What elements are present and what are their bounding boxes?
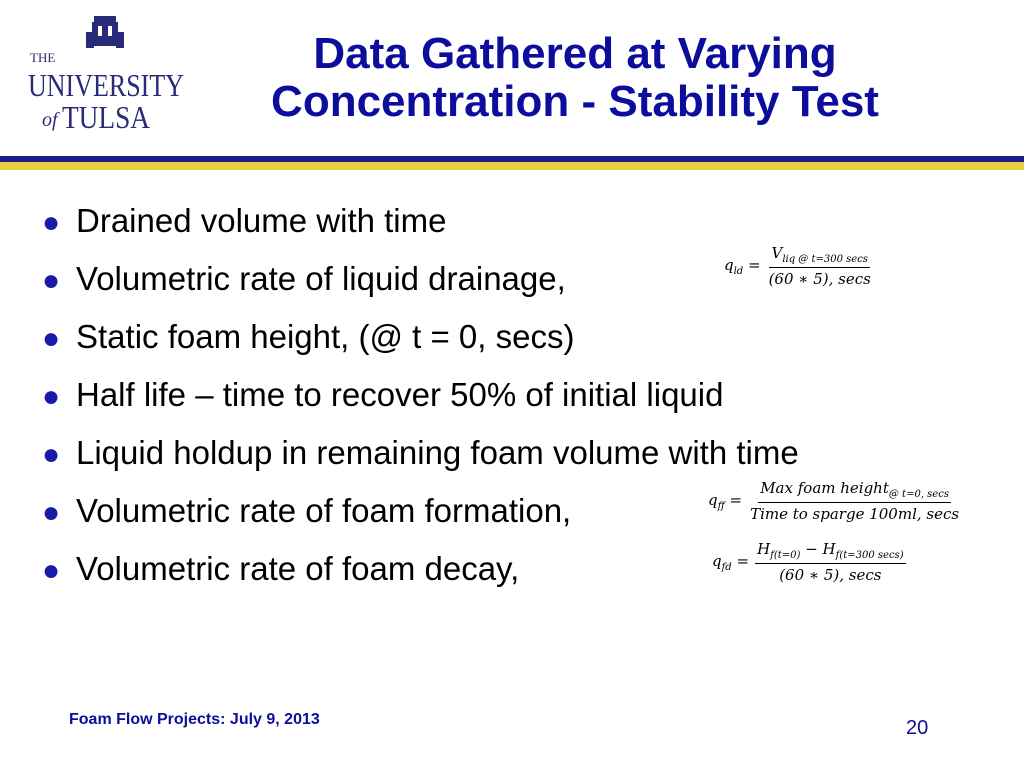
bullet-text: Volumetric rate of foam decay, xyxy=(76,550,520,587)
equals-sign: = xyxy=(748,255,761,274)
equation-numerator xyxy=(769,244,869,268)
title-divider xyxy=(0,156,1024,170)
logo-of: of xyxy=(42,109,58,131)
bullet-dot-icon: ● xyxy=(42,496,61,529)
numerator-term-a-subscript: f(t=0) xyxy=(770,550,801,561)
equation-lhs xyxy=(712,552,749,573)
bullet-item xyxy=(40,425,980,483)
bullet-text: Volumetric rate of foam formation, xyxy=(76,492,572,529)
numerator-subscript: @ t=0, secs xyxy=(888,489,949,500)
equation-fraction xyxy=(767,244,873,288)
bullet-dot-icon: ● xyxy=(42,322,61,355)
divider-gold-band xyxy=(0,162,1024,170)
numerator-term-b-subscript: f(t=300 secs) xyxy=(835,550,904,561)
equation-lhs-symbol: q xyxy=(708,490,718,509)
slide-title-line1: Data Gathered at Varying xyxy=(313,29,837,78)
equation-denominator: (60 ∗ 5), secs xyxy=(768,270,871,288)
equals-sign: = xyxy=(736,551,750,570)
bullet-dot-icon: ● xyxy=(42,438,61,471)
equation-lhs xyxy=(708,491,742,512)
equation-denominator: (60 ∗ 5), secs xyxy=(779,566,882,584)
university-logo xyxy=(22,14,190,140)
equation-lhs-subscript: ld xyxy=(733,265,744,277)
numerator-text: Max foam height xyxy=(760,479,889,497)
bullet-dot-icon: ● xyxy=(42,264,61,297)
equation-foam-formation-rate xyxy=(708,479,961,523)
equation-numerator xyxy=(755,540,906,564)
logo-university: UNIVERSITY xyxy=(28,67,184,103)
logo-tulsa: TULSA xyxy=(62,99,150,135)
numerator-term-a: H xyxy=(757,540,771,558)
numerator-term-b: H xyxy=(822,540,836,558)
footer-project-date: Foam Flow Projects: July 9, 2013 xyxy=(69,711,320,728)
bullet-text: Drained volume with time xyxy=(76,202,447,239)
bullet-item xyxy=(40,309,980,367)
equation-foam-decay-rate xyxy=(712,540,906,584)
numerator-subscript: liq @ t=300 secs xyxy=(782,254,868,265)
bullet-dot-icon: ● xyxy=(42,206,61,239)
bullet-text: Static foam height, (@ t = 0, secs) xyxy=(76,318,575,355)
equation-denominator: Time to sparge 100ml, secs xyxy=(750,505,960,523)
bullet-item xyxy=(40,367,980,425)
equation-liquid-drainage-rate xyxy=(724,244,873,288)
equation-lhs xyxy=(724,256,761,277)
equation-lhs-subscript: ff xyxy=(717,500,725,512)
bullet-text: Liquid holdup in remaining foam volume with time xyxy=(76,434,799,471)
equation-numerator xyxy=(758,479,951,503)
university-tower-emblem xyxy=(22,14,190,140)
slide-title xyxy=(190,30,960,126)
bullet-item xyxy=(40,193,980,251)
bullet-dot-icon: ● xyxy=(42,554,61,587)
equation-lhs-symbol: q xyxy=(724,255,734,274)
equation-lhs-subscript: fd xyxy=(721,561,732,573)
equation-fraction xyxy=(755,540,906,584)
slide-title-line2: Concentration - Stability Test xyxy=(271,77,879,126)
bullet-dot-icon: ● xyxy=(42,380,61,413)
equation-lhs-symbol: q xyxy=(712,551,722,570)
slide-page-number: 20 xyxy=(906,717,929,739)
equals-sign: = xyxy=(729,490,743,509)
equation-fraction xyxy=(748,479,961,523)
logo-the: THE xyxy=(30,50,56,65)
minus-sign: − xyxy=(800,540,823,558)
bullet-text: Half life – time to recover 50% of initial liquid xyxy=(76,376,724,413)
bullet-text: Volumetric rate of liquid drainage, xyxy=(76,260,566,297)
numerator-symbol: V xyxy=(771,244,783,262)
